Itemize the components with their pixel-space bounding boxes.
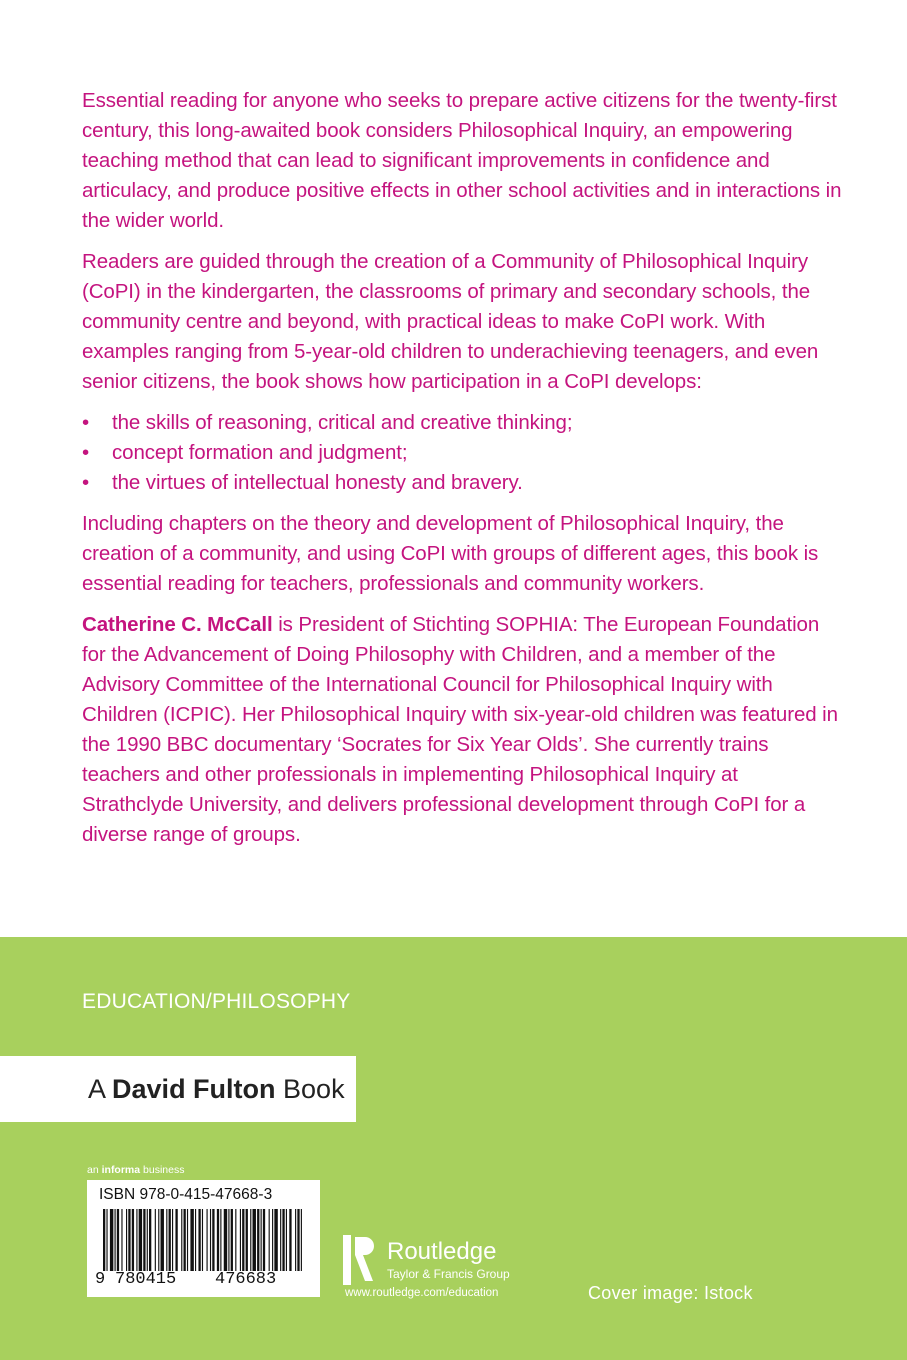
barcode-bar [289, 1209, 291, 1271]
barcode-bar [149, 1209, 151, 1271]
barcode-bar [295, 1209, 296, 1271]
barcode-bars [99, 1209, 308, 1271]
barcode-bar [269, 1209, 270, 1271]
imprint-text: A David Fulton Book [88, 1073, 345, 1104]
barcode-digit-group-right: 476683 [215, 1270, 277, 1289]
footer-panel [0, 937, 907, 1360]
barcode-bar [274, 1209, 277, 1271]
barcode-bar [103, 1209, 105, 1271]
barcode-bar [169, 1209, 171, 1271]
barcode-digit-group-left: 780415 [115, 1270, 177, 1289]
barcode-bar [207, 1209, 208, 1271]
barcode-bar [212, 1209, 214, 1271]
author-name: Catherine C. McCall [82, 613, 273, 636]
barcode-bar [263, 1209, 265, 1271]
blurb-paragraph-1: Essential reading for anyone who seeks to prepare active citizens for the twenty-first century, this long-awaited book considers Philosophical Inquiry, an empowering teaching method that can lead to significant improvements in confidence and articulacy, and produce positive effects in other school activities and in interactions in the wider world. [82, 89, 842, 232]
barcode-digit-lead: 9 [95, 1270, 106, 1289]
blurb-paragraph-2: Readers are guided through the creation of a Community of Philosophical Inquiry (CoPI) in the kindergarten, the classrooms of primary and secondary schools, the community centre and beyond, with practical ideas to make CoPI work. With examples ranging from 5-year-old children to underachieving teenagers, and even senior citizens, the book shows how participation in a CoPI develops: [82, 250, 819, 393]
barcode-bar [184, 1209, 186, 1271]
barcode-bar [228, 1209, 229, 1271]
barcode-bar [286, 1209, 287, 1271]
routledge-logo-icon [343, 1235, 379, 1285]
list-item: • the skills of reasoning, critical and creative thinking; [82, 408, 842, 438]
barcode-bar [272, 1209, 273, 1271]
barcode-bar [115, 1209, 116, 1271]
list-item: • concept formation and judgment; [82, 438, 842, 468]
bullet-icon: • [82, 411, 90, 434]
barcode-bar [126, 1209, 127, 1271]
list-item: • the virtues of intellectual honesty and bravery. [82, 468, 842, 498]
barcode-bar [297, 1209, 299, 1271]
cover-image-credit: Cover image: Istock [588, 1283, 753, 1303]
barcode-bar [240, 1209, 241, 1271]
barcode-bar [231, 1209, 233, 1271]
barcode-bar [253, 1209, 256, 1271]
barcode-bar [161, 1209, 164, 1271]
barcode-bar [139, 1209, 142, 1271]
barcode-bar [261, 1209, 262, 1271]
barcode-bar [155, 1209, 156, 1271]
barcode-bar [242, 1209, 244, 1271]
barcode-bar [166, 1209, 167, 1271]
publisher-group: Taylor & Francis Group [387, 1267, 510, 1281]
imprint-banner [0, 1056, 356, 1122]
barcode-bar [121, 1209, 122, 1271]
barcode-bar [158, 1209, 159, 1271]
author-bio [82, 610, 842, 850]
imprint-name: David Fulton [112, 1073, 276, 1104]
barcode-bar [181, 1209, 182, 1271]
barcode-bar [250, 1209, 251, 1271]
barcode-bar [282, 1209, 284, 1271]
barcode-bar [217, 1209, 219, 1271]
author-bio-text: is President of Stichting SOPHIA: The European Foundation for the Advancement of Doing Philosophy with Children, and a member of the Advisory Committee of the International Council for Philosophical Inquiry with Children (ICPIC). Her Philosophical Inquiry with six-year-old children was featured in the 1990 BBC documentary ‘Socrates for Six Year Olds’. She currently trains teachers and other professionals in implementing Philosophical Inquiry at Strathclyde University, and delivers professional development through CoPI for a diverse range of groups. [82, 613, 838, 846]
barcode-bar [235, 1209, 236, 1271]
barcode-bar [136, 1209, 137, 1271]
barcode-bar [110, 1209, 113, 1271]
barcode-bar [202, 1209, 203, 1271]
barcode-bar [301, 1209, 302, 1271]
bullet-icon: • [82, 441, 90, 464]
barcode-bar [224, 1209, 227, 1271]
barcode-bar [175, 1209, 177, 1271]
barcode-bar [128, 1209, 130, 1271]
barcode-bar [132, 1209, 134, 1271]
barcode-bar [143, 1209, 145, 1271]
barcode-bar [198, 1209, 200, 1271]
blurb-paragraph-3: Including chapters on the theory and development of Philosophical Inquiry, the creation of a community, and using CoPI with groups of different ages, this book is essential reading for teachers, professionals and community workers. [82, 512, 819, 595]
publisher-name: Routledge [387, 1238, 497, 1265]
barcode-digits [87, 1270, 320, 1294]
publisher-url[interactable]: www.routledge.com/education [345, 1287, 499, 1299]
barcode-bar [106, 1209, 107, 1271]
barcode-bar [210, 1209, 211, 1271]
barcode-bar [187, 1209, 188, 1271]
barcode-bar [246, 1209, 248, 1271]
subject-category: EDUCATION/PHILOSOPHY [82, 990, 351, 1013]
barcode-bar [172, 1209, 173, 1271]
barcode-bar [147, 1209, 148, 1271]
isbn-barcode [87, 1180, 320, 1297]
isbn-label: ISBN 978-0-415-47668-3 [99, 1186, 273, 1203]
barcode-bar [117, 1209, 119, 1271]
barcode-bar [195, 1209, 196, 1271]
skills-list [82, 408, 842, 498]
barcode-bar [280, 1209, 281, 1271]
blurb [82, 86, 842, 861]
barcode-bar [257, 1209, 259, 1271]
informa-tagline: an informa business [87, 1164, 185, 1176]
barcode-bar [220, 1209, 221, 1271]
barcode-bar [190, 1209, 193, 1271]
bullet-icon: • [82, 471, 90, 494]
